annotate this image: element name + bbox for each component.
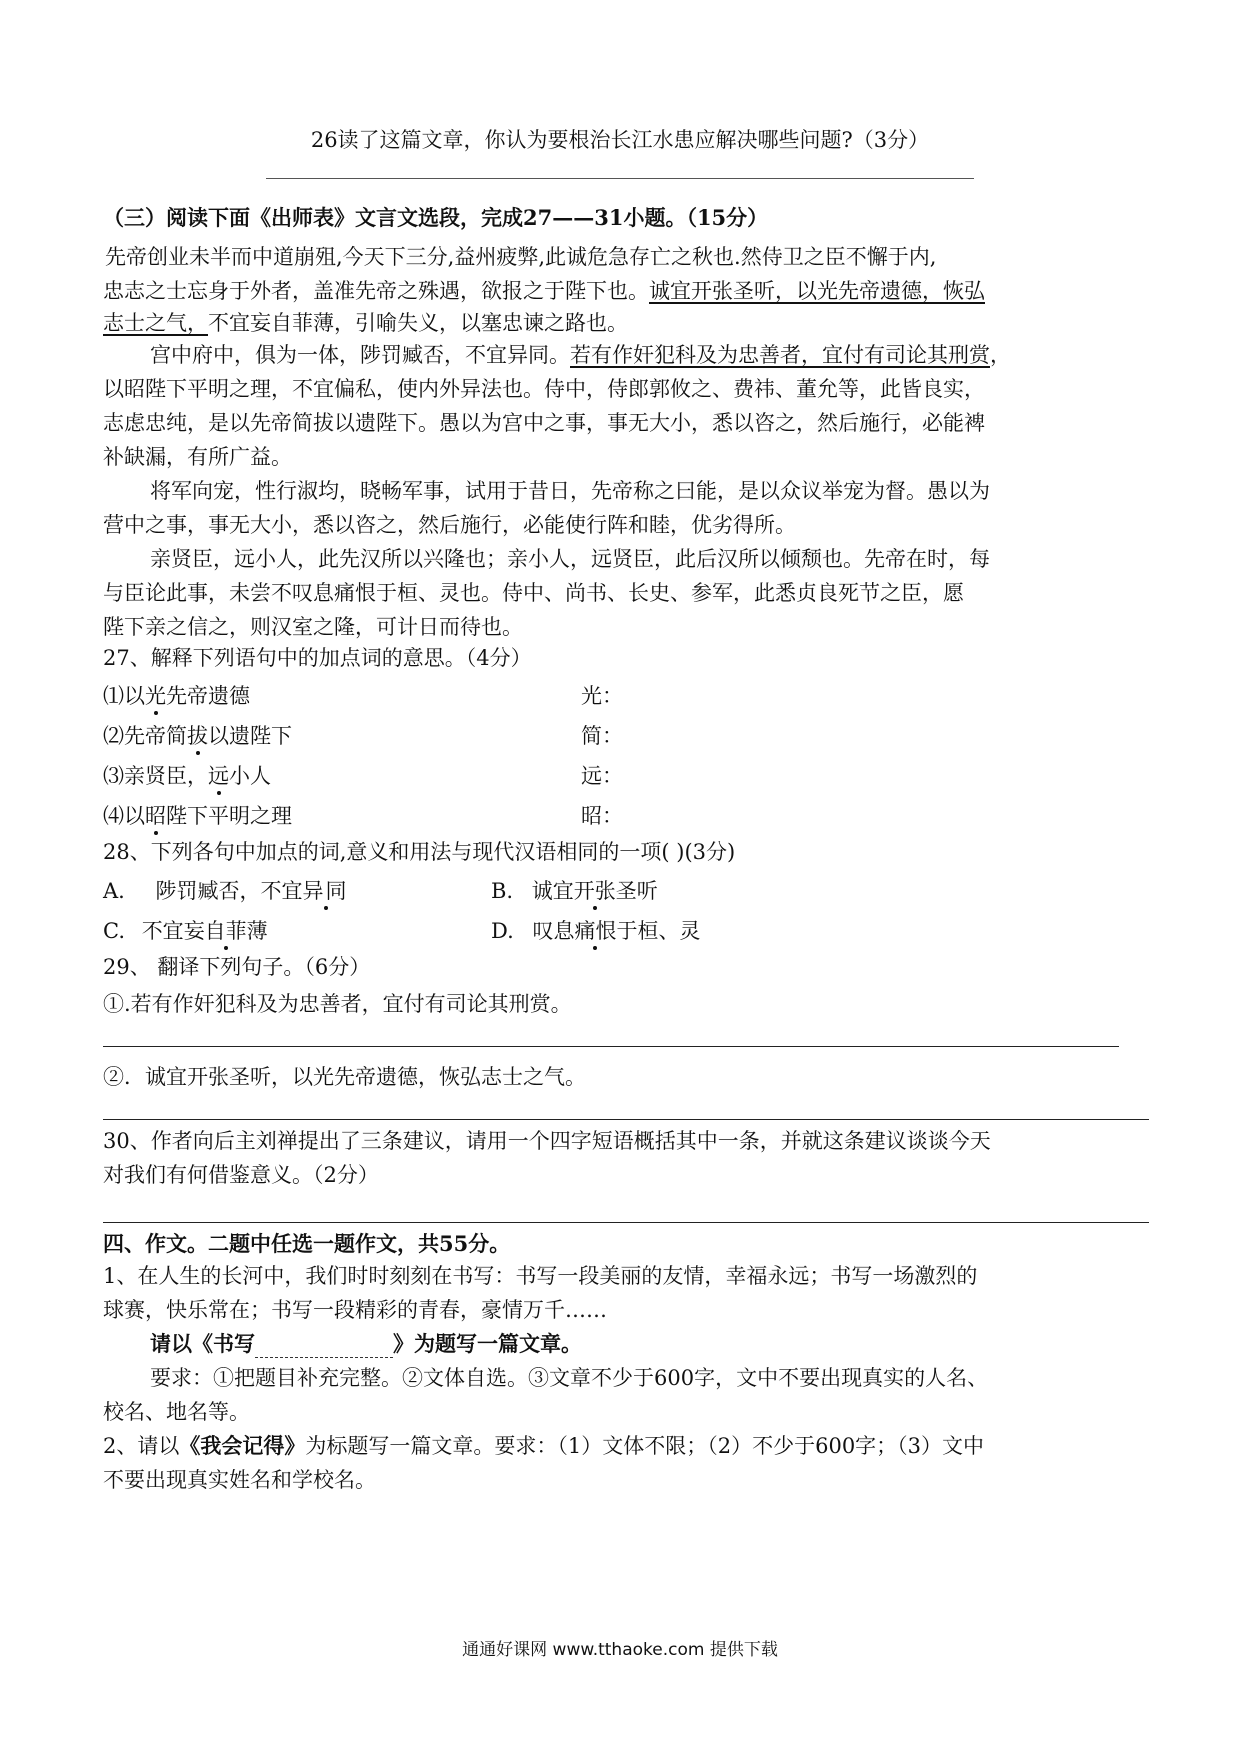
passage-p1-line2	[103, 277, 1153, 305]
topic-1-requirements-line2: 校名、地名等。	[103, 1400, 250, 1424]
option-b-text: 诚宜	[531, 879, 574, 903]
underlined-sentence: 志士之气，	[103, 311, 208, 335]
option-c-text: 不宜	[141, 919, 184, 943]
passage-text: 不宜妄自菲薄，引喻失义，以塞忠谏之路也。	[208, 311, 628, 335]
topic-2-line1	[103, 1432, 1153, 1460]
answer-line-30	[103, 1222, 1149, 1223]
passage-p2-line2: 以昭陛下平明之理，不宜偏私，使内外异法也。侍中，侍郎郭攸之、费祎、董允等，此皆良实，	[103, 377, 985, 401]
title-prompt: 请以《书写	[150, 1331, 255, 1356]
q29-sentence-1: ①.若有作奸犯科及为忠善者，宜付有司论其刑赏。	[103, 992, 572, 1016]
option-d-label: D.	[491, 919, 514, 943]
q27-text: ⑶亲贤臣，	[103, 764, 208, 788]
q27-text: ⑷以	[103, 804, 145, 828]
q28-options-ab	[103, 877, 1153, 905]
option-b-text: 圣听	[615, 879, 658, 903]
section-4-heading: 四、作文。二题中任选一题作文，共55分。	[103, 1231, 511, 1256]
option-d-text: 于桓、灵	[616, 919, 701, 943]
topic-1-line2: 球赛，快乐常在；书写一段精彩的青春，豪情万千……	[103, 1298, 607, 1322]
passage-p2-line1	[150, 341, 1200, 369]
topic-2-text: 为标题写一篇文章。要求：（1）文体不限；（2）不少于600字；（3）文中	[305, 1434, 985, 1458]
topic-1-line1: 1、在人生的长河中，我们时时刻刻在书写：书写一段美丽的友情，幸福永远；书写一场激烈的	[103, 1264, 978, 1288]
question-27-stem: 27、解释下列语句中的加点词的意思。（4分）	[103, 646, 532, 670]
q27-answer-slot: 昭：	[581, 804, 623, 828]
passage-p2-line3: 志虑忠纯，是以先帝简拔以遗陛下。愚以为宫中之事，事无大小，悉以咨之，然后施行，必能裨	[103, 411, 985, 435]
dotted-word: 妄自菲薄	[183, 919, 268, 943]
section-3-heading: （三）阅读下面《出师表》文言文选段，完成27——31小题。（15分）	[103, 205, 769, 230]
question-30-line2: 对我们有何借鉴意义。（2分）	[103, 1163, 379, 1187]
question-29-stem: 29、 翻译下列句子。（6分）	[103, 955, 371, 979]
option-d-text: 叹息	[532, 919, 575, 943]
q29-sentence-2: ②．诚宜开张圣听，以光先帝遗德，恢弘志士之气。	[103, 1065, 586, 1089]
q27-text: 小人	[229, 764, 271, 788]
q27-answer-slot: 光：	[581, 684, 623, 708]
passage-text: 宫中府中，俱为一体，陟罚臧否，不宜异同。	[150, 343, 570, 367]
dotted-word: 痛恨	[574, 919, 617, 943]
answer-line-29-1	[103, 1046, 1119, 1047]
question-30-line1: 30、作者向后主刘禅提出了三条建议，请用一个四字短语概括其中一条，并就这条建议谈谈今天	[103, 1129, 991, 1153]
q27-item-4	[103, 802, 1153, 830]
dotted-word: 异同	[302, 879, 349, 903]
q27-item-3	[103, 762, 1153, 790]
option-b-label: B.	[491, 879, 514, 903]
option-a-label: A.	[103, 879, 125, 903]
dotted-word: 光	[145, 684, 166, 708]
passage-p1-line3	[103, 309, 1153, 337]
q28-options-cd	[103, 917, 1153, 945]
passage-p1-line1	[103, 243, 1153, 271]
q27-answer-slot: 远：	[581, 764, 623, 788]
q27-text: ⑴以	[103, 684, 145, 708]
dotted-word: 拔	[187, 724, 208, 748]
passage-text: 忠志之士忘身于外者，盖准先帝之殊遇，欲报之于陛下也。	[103, 279, 649, 303]
option-a-text: 陟罚臧否，不宜	[155, 879, 303, 903]
q27-text: 先帝遗德	[166, 684, 250, 708]
q27-item-2	[103, 722, 1153, 750]
passage-p2-line4: 补缺漏，有所广益。	[103, 445, 292, 469]
question-26: 26读了这篇文章，你认为要根治长江水患应解决哪些问题?（3分）	[310, 128, 930, 152]
topic-1-requirements-line1: 要求：①把题目补充完整。②文体自选。③文章不少于600字，文中不要出现真实的人名、	[150, 1366, 989, 1390]
title-prompt: 》为题写一篇文章。	[393, 1331, 582, 1356]
dotted-word: 远	[208, 764, 229, 788]
topic-2-title: 《我会记得》	[179, 1433, 306, 1458]
topic-2-line2: 不要出现真实姓名和学校名。	[103, 1468, 376, 1492]
q27-text: 陛下平明之理	[166, 804, 292, 828]
underlined-sentence: 诚宜开张圣听，以光先帝遗德，恢弘	[649, 279, 985, 303]
passage-p4-line1: 亲贤臣，远小人，此先汉所以兴隆也；亲小人，远贤臣，此后汉所以倾颓也。先帝在时，每	[150, 547, 990, 571]
dotted-word: 开张	[573, 879, 616, 903]
passage-text: ，	[990, 343, 1011, 367]
answer-line-29-2	[103, 1119, 1149, 1120]
passage-p3-line2: 营中之事，事无大小，悉以咨之，然后施行，必能使行阵和睦，优劣得所。	[103, 513, 796, 537]
q27-answer-slot: 简：	[581, 724, 623, 748]
dotted-word: 昭	[145, 804, 166, 828]
passage-text: 先帝创业未半而中道崩殂,今天下三分,益州疲弊,此诚危急存亡之秋也.然侍卫之臣不懈于内,	[105, 245, 937, 269]
option-c-label: C.	[103, 919, 125, 943]
answer-line-26	[266, 178, 974, 179]
topic-1-title	[150, 1330, 1200, 1358]
underlined-sentence: 若有作奸犯科及为忠善者，宜付有司论其刑赏	[570, 343, 990, 367]
passage-p4-line3: 陛下亲之信之，则汉室之隆，可计日而待也。	[103, 615, 523, 639]
passage-p4-line2: 与臣论此事，未尝不叹息痛恨于桓、灵也。侍中、尚书、长史、参军，此悉贞良死节之臣，愿	[103, 581, 964, 605]
q27-item-1	[103, 682, 1153, 710]
question-28-stem: 28、下列各句中加点的词,意义和用法与现代汉语相同的一项( )(3分)	[103, 840, 736, 864]
topic-2-text: 2、请以	[103, 1434, 180, 1458]
passage-p3-line1: 将军向宠，性行淑均，晓畅军事，试用于昔日，先帝称之曰能，是以众议举宠为督。愚以为	[150, 479, 990, 503]
page-footer: 通通好课网 www.tthaoke.com 提供下载	[462, 1640, 778, 1660]
q27-text: 以遗陛下	[208, 724, 292, 748]
title-blank	[255, 1337, 393, 1358]
q27-text: ⑵先帝简	[103, 724, 187, 748]
